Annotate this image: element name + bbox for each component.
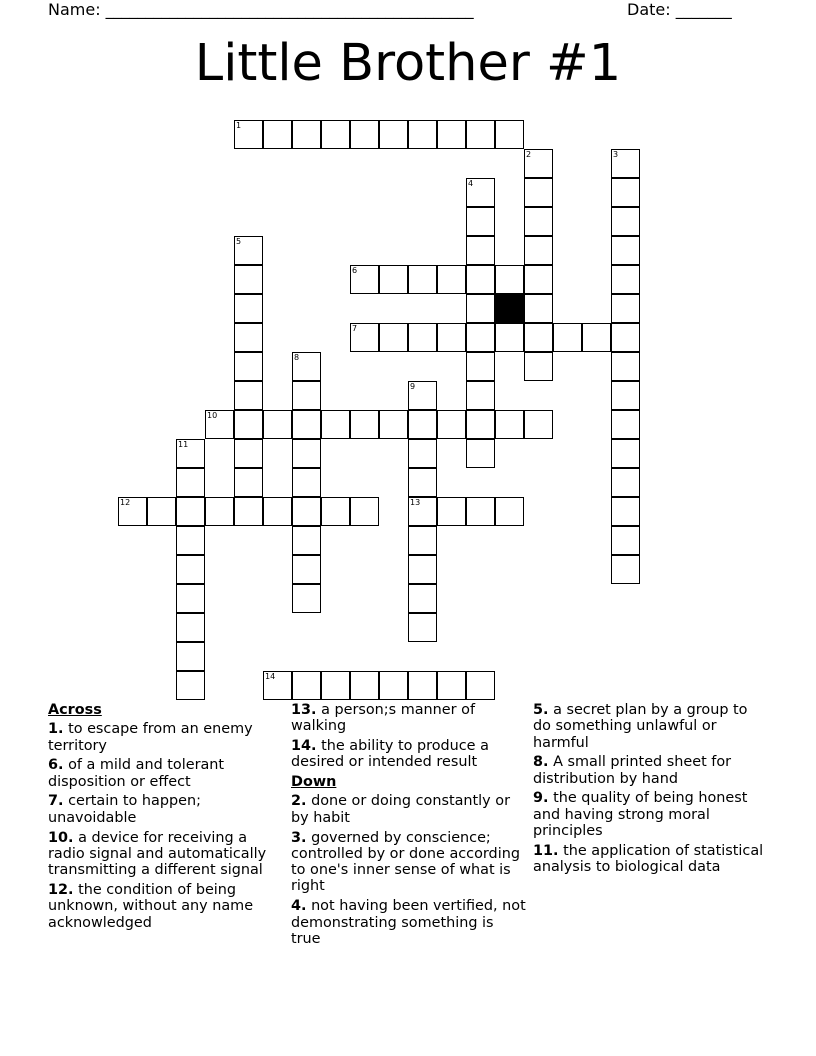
clue-number: 2.: [291, 793, 307, 810]
clue-number: 3.: [291, 829, 307, 846]
clue-down-8: [533, 754, 768, 787]
grid-cell[interactable]: [321, 120, 350, 149]
grid-cell[interactable]: [292, 439, 321, 468]
grid-cell[interactable]: [408, 468, 437, 497]
clue-text: certain to happen; unavoidable: [48, 793, 201, 826]
grid-cell[interactable]: [524, 207, 553, 236]
grid-cell[interactable]: [495, 120, 524, 149]
grid-cell[interactable]: [408, 584, 437, 613]
grid-cell[interactable]: [611, 265, 640, 294]
cell-number: 10: [207, 411, 218, 420]
clue-number: 6.: [48, 757, 64, 774]
grid-cell[interactable]: [205, 410, 234, 439]
grid-cell[interactable]: [263, 497, 292, 526]
grid-cell[interactable]: [611, 555, 640, 584]
grid-cell[interactable]: [437, 497, 466, 526]
grid-cell[interactable]: [234, 265, 263, 294]
clues-column-1: [48, 702, 283, 934]
grid-cell[interactable]: [263, 410, 292, 439]
grid-cell[interactable]: [495, 265, 524, 294]
cell-number: 3: [613, 150, 619, 159]
grid-cell[interactable]: [321, 410, 350, 439]
grid-cell[interactable]: [408, 410, 437, 439]
clue-number: 1.: [48, 721, 64, 738]
clue-number: 5.: [533, 702, 549, 718]
grid-cell[interactable]: [292, 555, 321, 584]
clue-down-11: [533, 843, 768, 876]
clue-text: A small printed sheet for distribution by hand: [533, 754, 732, 787]
grid-cell[interactable]: [118, 497, 147, 526]
cell-number: 14: [265, 672, 276, 681]
grid-cell[interactable]: [379, 410, 408, 439]
grid-cell[interactable]: [350, 497, 379, 526]
grid-cell[interactable]: [611, 236, 640, 265]
grid-cell[interactable]: [263, 671, 292, 700]
grid-cell[interactable]: [495, 410, 524, 439]
puzzle-title: Little Brother #1: [194, 34, 622, 93]
cell-number: 7: [352, 324, 358, 333]
clue-text: a device for receiving a radio signal and automatically transmitting a different signal: [48, 829, 267, 879]
grid-cell[interactable]: [466, 120, 495, 149]
grid-cell[interactable]: [466, 265, 495, 294]
cell-number: 5: [236, 237, 242, 246]
clue-across-10: [48, 830, 283, 879]
grid-cell[interactable]: [437, 120, 466, 149]
clue-down-2: [291, 793, 526, 826]
grid-cell[interactable]: [234, 352, 263, 381]
grid-cell[interactable]: [292, 381, 321, 410]
grid-cell[interactable]: [292, 410, 321, 439]
grid-cell[interactable]: [466, 439, 495, 468]
clue-down-4: [291, 898, 526, 947]
grid-cell[interactable]: [408, 526, 437, 555]
grid-cell[interactable]: [147, 497, 176, 526]
grid-cell[interactable]: [408, 265, 437, 294]
cell-number: 4: [468, 179, 474, 188]
grid-cell[interactable]: [582, 323, 611, 352]
grid-cell[interactable]: [466, 207, 495, 236]
clue-text: of a mild and tolerant disposition or effect: [48, 757, 225, 790]
black-cell: [495, 294, 524, 323]
clue-down-5: [533, 702, 768, 751]
grid-cell[interactable]: [176, 468, 205, 497]
grid-cell[interactable]: [176, 439, 205, 468]
grid-cell[interactable]: [205, 497, 234, 526]
grid-cell[interactable]: [466, 410, 495, 439]
grid-cell[interactable]: [524, 410, 553, 439]
grid-cell[interactable]: [234, 410, 263, 439]
grid-cell[interactable]: [466, 294, 495, 323]
grid-cell[interactable]: [408, 120, 437, 149]
clue-text: the condition of being unknown, without any name acknowledged: [48, 881, 254, 931]
date-field-line: Date: _______: [627, 0, 732, 19]
cell-number: 1: [236, 121, 242, 130]
grid-cell[interactable]: [408, 613, 437, 642]
grid-cell[interactable]: [408, 381, 437, 410]
clue-text: the quality of being honest and having strong moral principles: [533, 790, 748, 840]
down-heading: Down: [291, 774, 337, 791]
clue-text: a person;s manner of walking: [291, 702, 476, 735]
grid-cell[interactable]: [408, 555, 437, 584]
grid-cell[interactable]: [350, 671, 379, 700]
grid-cell[interactable]: [611, 149, 640, 178]
grid-cell[interactable]: [611, 381, 640, 410]
grid-cell[interactable]: [292, 497, 321, 526]
clues-column-3: [533, 702, 768, 879]
clue-down-9: [533, 790, 768, 839]
grid-cell[interactable]: [379, 120, 408, 149]
grid-cell[interactable]: [234, 323, 263, 352]
cell-number: 11: [178, 440, 189, 449]
grid-cell[interactable]: [234, 236, 263, 265]
clue-across-13: [291, 702, 526, 735]
clue-number: 9.: [533, 790, 549, 807]
across-heading: Across: [48, 702, 102, 718]
clue-number: 7.: [48, 793, 64, 810]
cell-number: 9: [410, 382, 416, 391]
grid-cell[interactable]: [350, 410, 379, 439]
clue-down-3: [291, 830, 526, 895]
clue-number: 8.: [533, 754, 549, 771]
cell-number: 6: [352, 266, 358, 275]
grid-cell[interactable]: [611, 178, 640, 207]
cell-number: 13: [410, 498, 421, 507]
grid-cell[interactable]: [379, 265, 408, 294]
grid-cell[interactable]: [611, 207, 640, 236]
grid-cell[interactable]: [292, 584, 321, 613]
clue-number: 14.: [291, 738, 317, 755]
grid-cell[interactable]: [466, 497, 495, 526]
clue-across-12: [48, 882, 283, 931]
grid-cell[interactable]: [466, 323, 495, 352]
grid-cell[interactable]: [466, 671, 495, 700]
grid-cell[interactable]: [466, 178, 495, 207]
grid-cell[interactable]: [466, 236, 495, 265]
grid-cell[interactable]: [234, 381, 263, 410]
grid-cell[interactable]: [408, 323, 437, 352]
clue-number: 12.: [48, 881, 74, 898]
grid-cell[interactable]: [611, 439, 640, 468]
cell-number: 2: [526, 150, 532, 159]
name-field-line: Name: ______________________________________________: [48, 0, 474, 19]
grid-cell[interactable]: [234, 294, 263, 323]
grid-cell[interactable]: [176, 671, 205, 700]
grid-cell[interactable]: [611, 352, 640, 381]
grid-cell[interactable]: [437, 671, 466, 700]
clues-column-2: [291, 702, 526, 951]
clue-across-7: [48, 793, 283, 826]
grid-cell[interactable]: [176, 555, 205, 584]
grid-cell[interactable]: [379, 671, 408, 700]
cell-number: 12: [120, 498, 131, 507]
grid-cell[interactable]: [350, 120, 379, 149]
clue-number: 10.: [48, 829, 74, 846]
clue-text: to escape from an enemy territory: [48, 721, 253, 754]
grid-cell[interactable]: [611, 497, 640, 526]
grid-cell[interactable]: [292, 120, 321, 149]
grid-cell[interactable]: [176, 613, 205, 642]
clue-across-6: [48, 757, 283, 790]
grid-cell[interactable]: [292, 526, 321, 555]
grid-cell[interactable]: [321, 497, 350, 526]
clue-text: the ability to produce a desired or intended result: [291, 738, 489, 771]
grid-cell[interactable]: [611, 410, 640, 439]
clue-text: the application of statistical analysis to biological data: [533, 842, 764, 876]
grid-cell[interactable]: [408, 439, 437, 468]
grid-cell[interactable]: [321, 671, 350, 700]
grid-cell[interactable]: [611, 468, 640, 497]
grid-cell[interactable]: [466, 381, 495, 410]
grid-cell[interactable]: [408, 671, 437, 700]
grid-cell[interactable]: [437, 323, 466, 352]
clue-text: a secret plan by a group to do something unlawful or harmful: [533, 702, 748, 751]
grid-cell[interactable]: [292, 352, 321, 381]
grid-cell[interactable]: [524, 323, 553, 352]
grid-cell[interactable]: [611, 323, 640, 352]
grid-cell[interactable]: [234, 468, 263, 497]
grid-cell[interactable]: [611, 294, 640, 323]
grid-cell[interactable]: [263, 120, 292, 149]
grid-cell[interactable]: [234, 120, 263, 149]
grid-cell[interactable]: [437, 265, 466, 294]
grid-cell[interactable]: [176, 497, 205, 526]
grid-cell[interactable]: [234, 439, 263, 468]
grid-cell[interactable]: [524, 265, 553, 294]
grid-cell[interactable]: [176, 584, 205, 613]
grid-cell[interactable]: [234, 497, 263, 526]
grid-cell[interactable]: [350, 323, 379, 352]
grid-cell[interactable]: [408, 497, 437, 526]
grid-cell[interactable]: [379, 323, 408, 352]
grid-cell[interactable]: [524, 236, 553, 265]
grid-cell[interactable]: [495, 497, 524, 526]
clue-text: not having been vertified, not demonstrating something is true: [291, 898, 526, 947]
grid-cell[interactable]: [524, 352, 553, 381]
grid-cell[interactable]: [524, 149, 553, 178]
grid-cell[interactable]: [292, 468, 321, 497]
grid-cell[interactable]: [524, 294, 553, 323]
grid-cell[interactable]: [437, 410, 466, 439]
grid-cell[interactable]: [176, 642, 205, 671]
clue-across-14: [291, 738, 526, 771]
clue-number: 4.: [291, 898, 307, 915]
cell-number: 8: [294, 353, 300, 362]
clue-text: done or doing constantly or by habit: [291, 793, 510, 826]
clue-text: governed by conscience; controlled by or done according to one's inner sense of what is right: [291, 829, 520, 895]
grid-cell[interactable]: [292, 671, 321, 700]
grid-cell[interactable]: [466, 352, 495, 381]
grid-cell[interactable]: [176, 526, 205, 555]
clue-across-1: [48, 721, 283, 754]
grid-cell[interactable]: [611, 526, 640, 555]
clue-number: 13.: [291, 702, 317, 718]
grid-cell[interactable]: [524, 178, 553, 207]
grid-cell[interactable]: [350, 265, 379, 294]
grid-cell[interactable]: [553, 323, 582, 352]
grid-cell[interactable]: [495, 323, 524, 352]
clue-number: 11.: [533, 842, 559, 859]
